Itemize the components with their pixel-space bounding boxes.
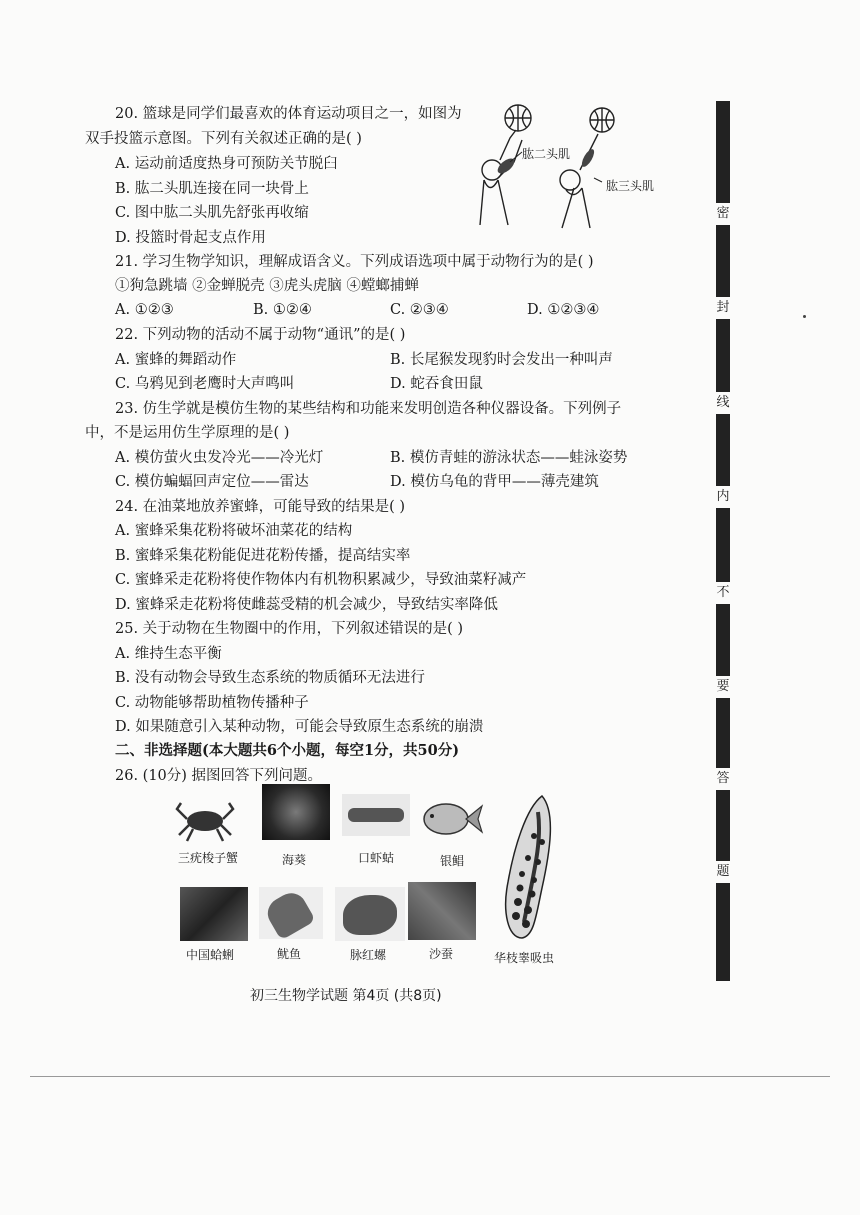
animal-label-clam: 中国蛤蜊	[186, 948, 235, 962]
q24-option-c: C. 蜜蜂采走花粉将使作物体内有机物积累减少，导致油菜籽减产	[115, 572, 527, 588]
clam-photo	[180, 887, 248, 941]
q21-items: ①狗急跳墙 ②金蝉脱壳 ③虎头虎脑 ④螳螂捕蝉	[115, 278, 419, 294]
binding-char-4: 内	[712, 486, 734, 508]
binding-margin-bar	[716, 101, 730, 981]
q22-stem: 22. 下列动物的活动不属于动物“通讯”的是( )	[115, 327, 406, 343]
q24-option-b: B. 蜜蜂采集花粉能促进花粉传播，提高结实率	[115, 548, 411, 564]
basketball-shooting-figure	[470, 100, 660, 230]
binding-char-3: 线	[712, 392, 734, 414]
binding-char-8: 题	[712, 861, 734, 883]
binding-char-2: 封	[712, 297, 734, 319]
q23-stem-line1: 23. 仿生学就是模仿生物的某些结构和功能来发明创造各种仪器设备。下列例子	[115, 401, 622, 417]
animal-label-sandworm: 沙蚕	[429, 947, 454, 961]
q21-stem: 21. 学习生物学知识，理解成语含义。下列成语选项中属于动物行为的是( )	[115, 254, 594, 270]
q20-option-a: A. 运动前适度热身可预防关节脱臼	[115, 156, 338, 172]
biceps-label: 肱二头肌	[522, 147, 571, 161]
q26-stem: 26. (10分) 据图回答下列问题。	[115, 768, 323, 784]
animal-label-anemone: 海葵	[282, 853, 307, 867]
q24-option-a: A. 蜜蜂采集花粉将破坏油菜花的结构	[115, 523, 353, 539]
q20-stem-line2: 双手投篮示意图。下列有关叙述正确的是( )	[85, 131, 362, 147]
scan-edge-line	[30, 1076, 830, 1077]
mantis-shrimp-photo	[342, 794, 410, 836]
q25-option-a: A. 维持生态平衡	[115, 646, 222, 662]
animal-label-squid: 鱿鱼	[277, 947, 302, 961]
pomfret-fish-icon	[420, 798, 484, 840]
q24-option-d: D. 蜜蜂采走花粉将使雌蕊受精的机会减少，导致结实率降低	[115, 597, 498, 613]
animal-label-mantis-shrimp: 口虾蛄	[358, 851, 395, 865]
q21-option-c: C. ②③④	[390, 302, 449, 318]
crab-icon	[175, 795, 235, 843]
q20-option-d: D. 投篮时骨起支点作用	[115, 230, 266, 246]
liver-fluke-icon	[498, 792, 564, 942]
animal-label-crab: 三疣梭子蟹	[178, 851, 239, 865]
q21-option-b: B. ①②④	[253, 302, 312, 318]
section-heading: 二、非选择题(本大题共6个小题，每空1分，共50分)	[115, 742, 460, 759]
whelk-photo	[335, 887, 405, 941]
q23-option-a: A. 模仿萤火虫发冷光——冷光灯	[115, 450, 324, 466]
animal-label-pomfret: 银鲳	[440, 854, 465, 868]
q21-option-a: A. ①②③	[115, 302, 174, 318]
q20-option-b: B. 肱二头肌连接在同一块骨上	[115, 181, 309, 197]
animal-label-liver-fluke: 华枝睾吸虫	[494, 951, 555, 965]
squid-photo	[259, 887, 323, 939]
q22-option-d: D. 蛇吞食田鼠	[390, 376, 483, 392]
q21-option-d: D. ①②③④	[527, 302, 600, 318]
animal-label-whelk: 脉红螺	[350, 948, 387, 962]
binding-char-1: 密	[712, 203, 734, 225]
q20-stem-line1: 20. 篮球是同学们最喜欢的体育运动项目之一，如图为	[115, 106, 462, 122]
q22-option-b: B. 长尾猴发现豹时会发出一种叫声	[390, 352, 613, 368]
q23-stem-line2: 中，不是运用仿生学原理的是( )	[85, 425, 290, 441]
sandworm-photo	[408, 882, 476, 940]
q25-option-d: D. 如果随意引入某种动物，可能会导致原生态系统的崩溃	[115, 719, 484, 735]
q25-option-c: C. 动物能够帮助植物传播种子	[115, 695, 309, 711]
q20-option-c: C. 图中肱二头肌先舒张再收缩	[115, 205, 309, 221]
q25-option-b: B. 没有动物会导致生态系统的物质循环无法进行	[115, 670, 425, 686]
q22-option-a: A. 蜜蜂的舞蹈动作	[115, 352, 237, 368]
q24-stem: 24. 在油菜地放养蜜蜂，可能导致的结果是( )	[115, 499, 406, 515]
q25-stem: 25. 关于动物在生物圈中的作用，下列叙述错误的是( )	[115, 621, 464, 637]
q23-option-c: C. 模仿蝙蝠回声定位——雷达	[115, 474, 309, 490]
page-footer: 初三生物学试题 第4页 (共8页)	[250, 988, 442, 1004]
q23-option-d: D. 模仿乌龟的背甲——薄壳建筑	[390, 474, 599, 490]
binding-char-6: 要	[712, 676, 734, 698]
q23-option-b: B. 模仿青蛙的游泳状态——蛙泳姿势	[390, 450, 628, 466]
scan-speck	[803, 315, 806, 318]
triceps-label: 肱三头肌	[606, 179, 655, 193]
q22-option-c: C. 乌鸦见到老鹰时大声鸣叫	[115, 376, 295, 392]
binding-char-7: 答	[712, 768, 734, 790]
binding-char-5: 不	[712, 582, 734, 604]
sea-anemone-photo	[262, 784, 330, 840]
